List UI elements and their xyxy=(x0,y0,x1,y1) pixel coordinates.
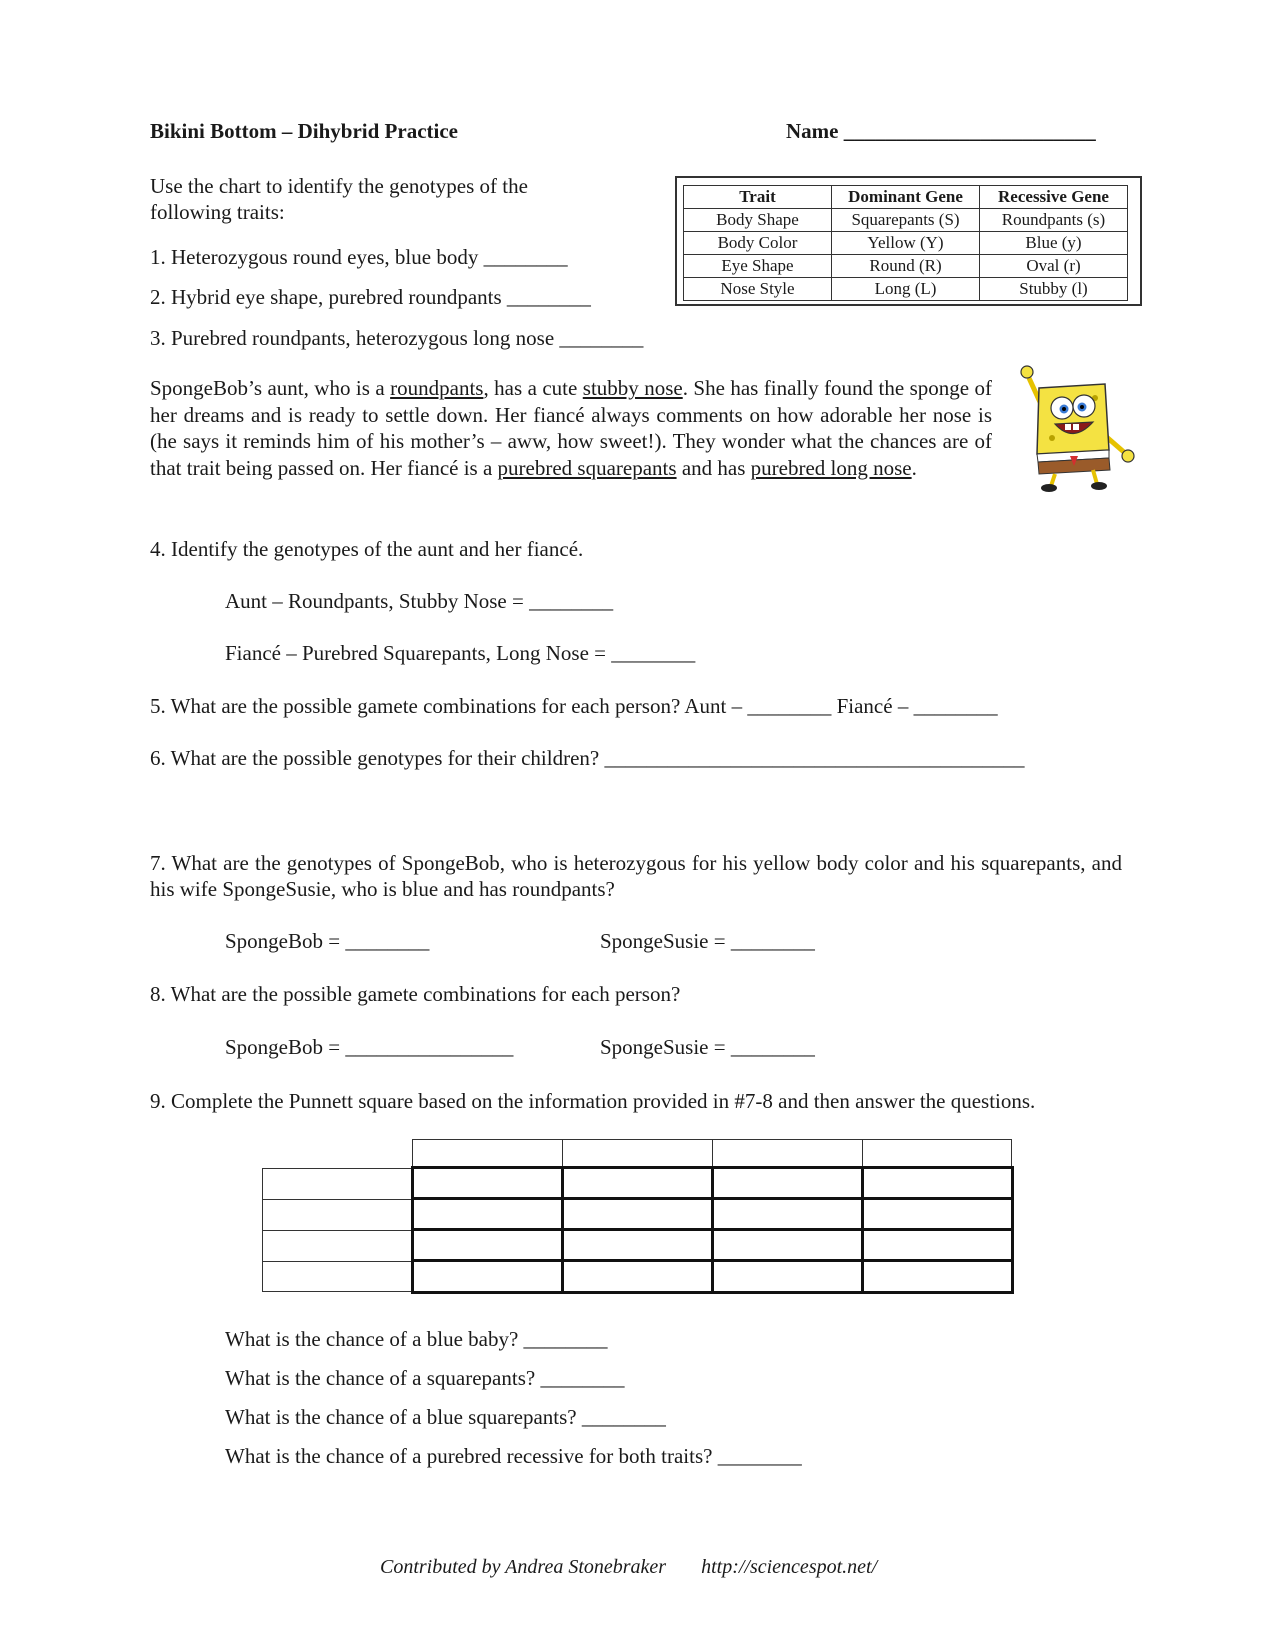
spongebob-genotype: SpongeBob = ________ xyxy=(225,929,430,953)
spongesusie-genotype: SpongeSusie = ________ xyxy=(600,929,815,953)
question-9: 9. Complete the Punnett square based on the information provided in #7-8 and then answer the questions. xyxy=(150,1089,1036,1113)
trait-table-header xyxy=(684,186,1128,209)
table-cell: Round (R) xyxy=(832,255,980,278)
spongesusie-gametes: SpongeSusie = ________ xyxy=(600,1035,815,1059)
punnett-grid-line xyxy=(414,1259,1011,1262)
punnett-grid-line xyxy=(414,1228,1011,1231)
spongebob-gametes: SpongeBob = ________________ xyxy=(225,1035,514,1059)
table-cell: Yellow (Y) xyxy=(832,232,980,255)
punnett-top-header xyxy=(412,1139,1012,1168)
question-4: 4. Identify the genotypes of the aunt and her fiancé. xyxy=(150,537,584,561)
story-text: . She has finally found the sponge of her dreams and is ready to settle down. Her fiancé always comments on how adorable her nose is (he says it reminds him of his mother’s – aww, how sweet!). They wonder what the chances are of that trait being passed on. Her fiancé is a xyxy=(150,376,993,480)
punnett-grid-line xyxy=(414,1197,1011,1200)
punnett-left-header xyxy=(262,1168,412,1292)
question-8: 8. What are the possible gamete combinations for each person? xyxy=(150,982,681,1006)
punnett-divider xyxy=(263,1199,412,1200)
chance-question-3: What is the chance of a blue squarepants? ________ xyxy=(225,1405,666,1429)
punnett-divider xyxy=(862,1140,863,1168)
story-text: , has a cute xyxy=(483,376,583,400)
trait-chart xyxy=(675,176,1142,306)
story-underline: roundpants xyxy=(390,376,484,400)
header-trait: Trait xyxy=(684,186,832,209)
table-cell: Body Color xyxy=(684,232,832,255)
spongebob-illustration xyxy=(1007,358,1142,493)
punnett-divider xyxy=(712,1140,713,1168)
table-cell: Blue (y) xyxy=(980,232,1128,255)
punnett-square[interactable] xyxy=(411,1166,1014,1294)
chance-question-2: What is the chance of a squarepants? ________ xyxy=(225,1366,625,1390)
footer-url[interactable]: http://sciencespot.net/ xyxy=(701,1556,878,1578)
trait-table xyxy=(683,185,1128,301)
question-3: 3. Purebred roundpants, heterozygous long nose ________ xyxy=(150,326,644,350)
question-6: 6. What are the possible genotypes for their children? ________________________________________ xyxy=(150,746,1025,770)
table-cell: Oval (r) xyxy=(980,255,1128,278)
table-cell: Roundpants (s) xyxy=(980,209,1128,232)
aunt-genotype: Aunt – Roundpants, Stubby Nose = ________ xyxy=(225,589,614,613)
question-7: 7. What are the genotypes of SpongeBob, who is heterozygous for his yellow body color and his squarepants, and his wife SpongeSusie, who is blue and has roundpants? xyxy=(150,851,1122,901)
intro-text: Use the chart to identify the genotypes of the following traits: xyxy=(150,174,528,224)
punnett-divider xyxy=(263,1230,412,1231)
table-cell: Body Shape xyxy=(684,209,832,232)
chance-question-4: What is the chance of a purebred recessive for both traits? ________ xyxy=(225,1444,802,1468)
table-cell: Stubby (l) xyxy=(980,278,1128,301)
punnett-divider xyxy=(263,1261,412,1262)
story-underline: purebred squarepants xyxy=(497,455,677,480)
table-row xyxy=(684,278,1128,301)
table-row xyxy=(684,209,1128,232)
punnett-divider xyxy=(562,1140,563,1168)
story-paragraph xyxy=(150,375,992,481)
footer-credit: Contributed by Andrea Stonebraker xyxy=(380,1556,667,1578)
story-underline: stubby nose xyxy=(582,376,683,400)
table-cell: Squarepants (S) xyxy=(832,209,980,232)
question-1: 1. Heterozygous round eyes, blue body ________ xyxy=(150,245,568,269)
table-row xyxy=(684,232,1128,255)
name-field[interactable]: Name ________________________ xyxy=(786,119,1096,143)
story-underline: purebred long nose xyxy=(750,455,912,480)
question-5: 5. What are the possible gamete combinations for each person? Aunt – ________ Fiancé – ________ xyxy=(150,694,998,718)
story-text: and has xyxy=(676,455,751,480)
header-dominant: Dominant Gene xyxy=(832,186,980,209)
chance-question-1: What is the chance of a blue baby? ________ xyxy=(225,1327,608,1351)
table-cell: Eye Shape xyxy=(684,255,832,278)
story-text: SpongeBob’s aunt, who is a xyxy=(150,376,391,400)
table-cell: Long (L) xyxy=(832,278,980,301)
fiance-genotype: Fiancé – Purebred Squarepants, Long Nose = ________ xyxy=(225,641,696,665)
page-title: Bikini Bottom – Dihybrid Practice xyxy=(150,119,458,143)
header-recessive: Recessive Gene xyxy=(980,186,1128,209)
footer xyxy=(380,1554,877,1580)
table-cell: Nose Style xyxy=(684,278,832,301)
question-2: 2. Hybrid eye shape, purebred roundpants ________ xyxy=(150,285,591,309)
story-text: . xyxy=(911,455,917,480)
table-row xyxy=(684,255,1128,278)
